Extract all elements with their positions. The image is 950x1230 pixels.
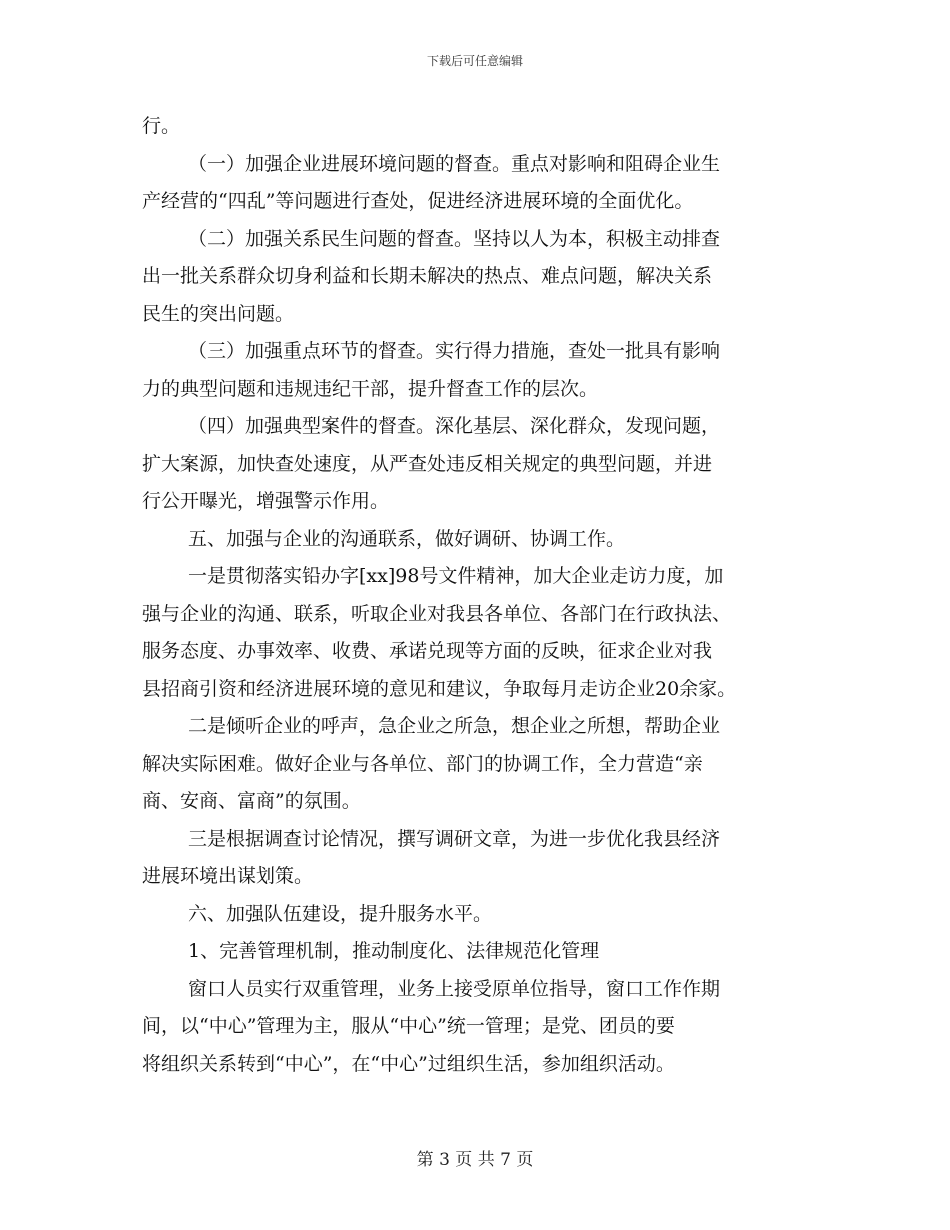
- body-line: （三）加强重点环节的督查。实行得力措施，查处一批具有影响: [188, 340, 721, 362]
- body-line: 行。: [142, 115, 181, 137]
- body-line: 产经营的“四乱”等问题进行查处，促进经济进展环境的全面优化。: [142, 190, 694, 212]
- body-line: 强与企业的沟通、联系，听取企业对我县各单位、各部门在行政执法、: [142, 602, 732, 625]
- body-line: 出一批关系群众切身利益和长期未解决的热点、难点问题，解决关系: [142, 265, 713, 287]
- document-body: [142, 108, 807, 1083]
- page-header: 下载后可任意编辑: [426, 54, 523, 68]
- body-line: 二是倾听企业的呼声，急企业之所急，想企业之所想，帮助企业: [188, 715, 721, 737]
- page-footer: 第 3 页 共 7 页: [416, 1150, 534, 1170]
- body-line: 窗口人员实行双重管理，业务上接受原单位指导，窗口工作作期: [188, 977, 721, 1000]
- body-line: 三是根据调查讨论情况，撰写调研文章，为进一步优化我县经济: [188, 827, 721, 850]
- body-line: （一）加强企业进展环境问题的督查。重点对影响和阻碍企业生: [188, 152, 721, 175]
- body-line: 行公开曝光，增强警示作用。: [142, 490, 390, 512]
- body-line: 进展环境出谋划策。: [142, 865, 314, 887]
- body-line: 力的典型问题和违规违纪干部，提升督查工作的层次。: [142, 377, 599, 400]
- body-line: 服务态度、办事效率、收费、承诺兑现等方面的反映，征求企业对我: [142, 640, 713, 662]
- body-line: 解决实际困难。做好企业与各单位、部门的协调工作，全力营造“亲: [142, 752, 703, 775]
- section-heading: 六、加强队伍建设，提升服务水平。: [188, 902, 493, 925]
- body-line: 间，以“中心”管理为主，服从“中心”统一管理；是党、团员的要: [142, 1015, 675, 1037]
- body-line: 一是贯彻落实铅办字[xx]98号文件精神，加大企业走访力度，加: [188, 565, 724, 587]
- section-heading: 五、加强与企业的沟通联系，做好调研、协调工作。: [188, 527, 626, 550]
- body-line: 县招商引资和经济进展环境的意见和建议，争取每月走访企业20余家。: [142, 677, 737, 700]
- body-line: （二）加强关系民生问题的督查。坚持以人为本，积极主动排查: [188, 227, 721, 250]
- body-line: 商、安商、富商”的氛围。: [142, 790, 361, 812]
- body-line: 将组织关系转到“中心”，在“中心”过组织生活，参加组织活动。: [142, 1052, 675, 1075]
- body-line: （四）加强典型案件的督查。深化基层、深化群众，发现问题，: [188, 415, 721, 437]
- body-line: 扩大案源，加快查处速度，从严查处违反相关规定的典型问题，并进: [142, 452, 713, 475]
- body-line: 民生的突出问题。: [142, 302, 295, 325]
- subsection-heading: 1、完善管理机制，推动制度化、法律规范化管理: [188, 940, 600, 962]
